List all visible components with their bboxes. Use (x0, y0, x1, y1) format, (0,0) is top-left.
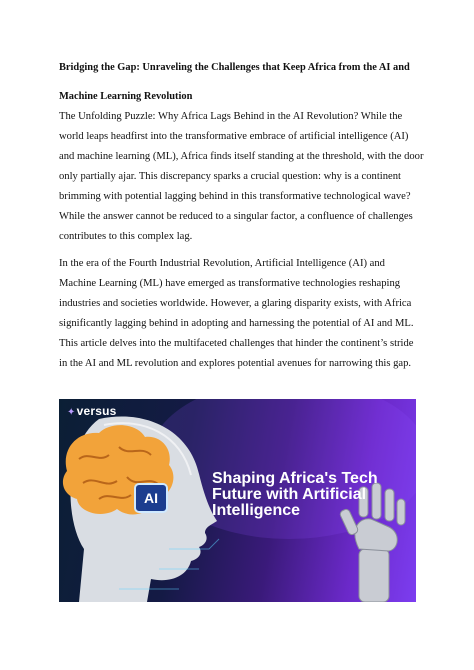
ai-chip-badge: AI (134, 483, 168, 513)
sparkle-icon: ✦ (67, 407, 76, 418)
paragraph-context: In the era of the Fourth Industrial Revolution, Artificial Intelligence (AI) and Machine Learning (ML) have emerged as transformative technologies reshaping industries and societies worldwide. However, a glaring disparity exists, with Africa significantly lagging behind in adopting and harnessing the potential of AI and ML. This article delves into the multifaceted challenges that hinder the continent’s stride in the AI and ML revolution and explores potential avenues for narrowing this gap. (59, 258, 414, 369)
document-title: Bridging the Gap: Unraveling the Challenges that Keep Africa from the AI and Machine Learning Revolution (59, 62, 410, 102)
ai-banner-image (59, 399, 416, 602)
banner-headline: Shaping Africa's Tech Future with Artificial Intelligence (212, 470, 378, 519)
versus-logo (67, 404, 117, 418)
logo-text: versus (76, 404, 117, 418)
paragraph-intro: The Unfolding Puzzle: Why Africa Lags Behind in the AI Revolution? While the world leaps headfirst into the transformative embrace of artificial intelligence (AI) and machine learning (ML), Africa finds itself standing at the threshold, with the door only partially ajar. This discrepancy sparks a crucial question: why is a continent brimming with potential lagging behind in this transformative technological wave? While the answer cannot be reduced to a singular factor, a confluence of challenges contributes to this complex lag. (59, 111, 424, 242)
